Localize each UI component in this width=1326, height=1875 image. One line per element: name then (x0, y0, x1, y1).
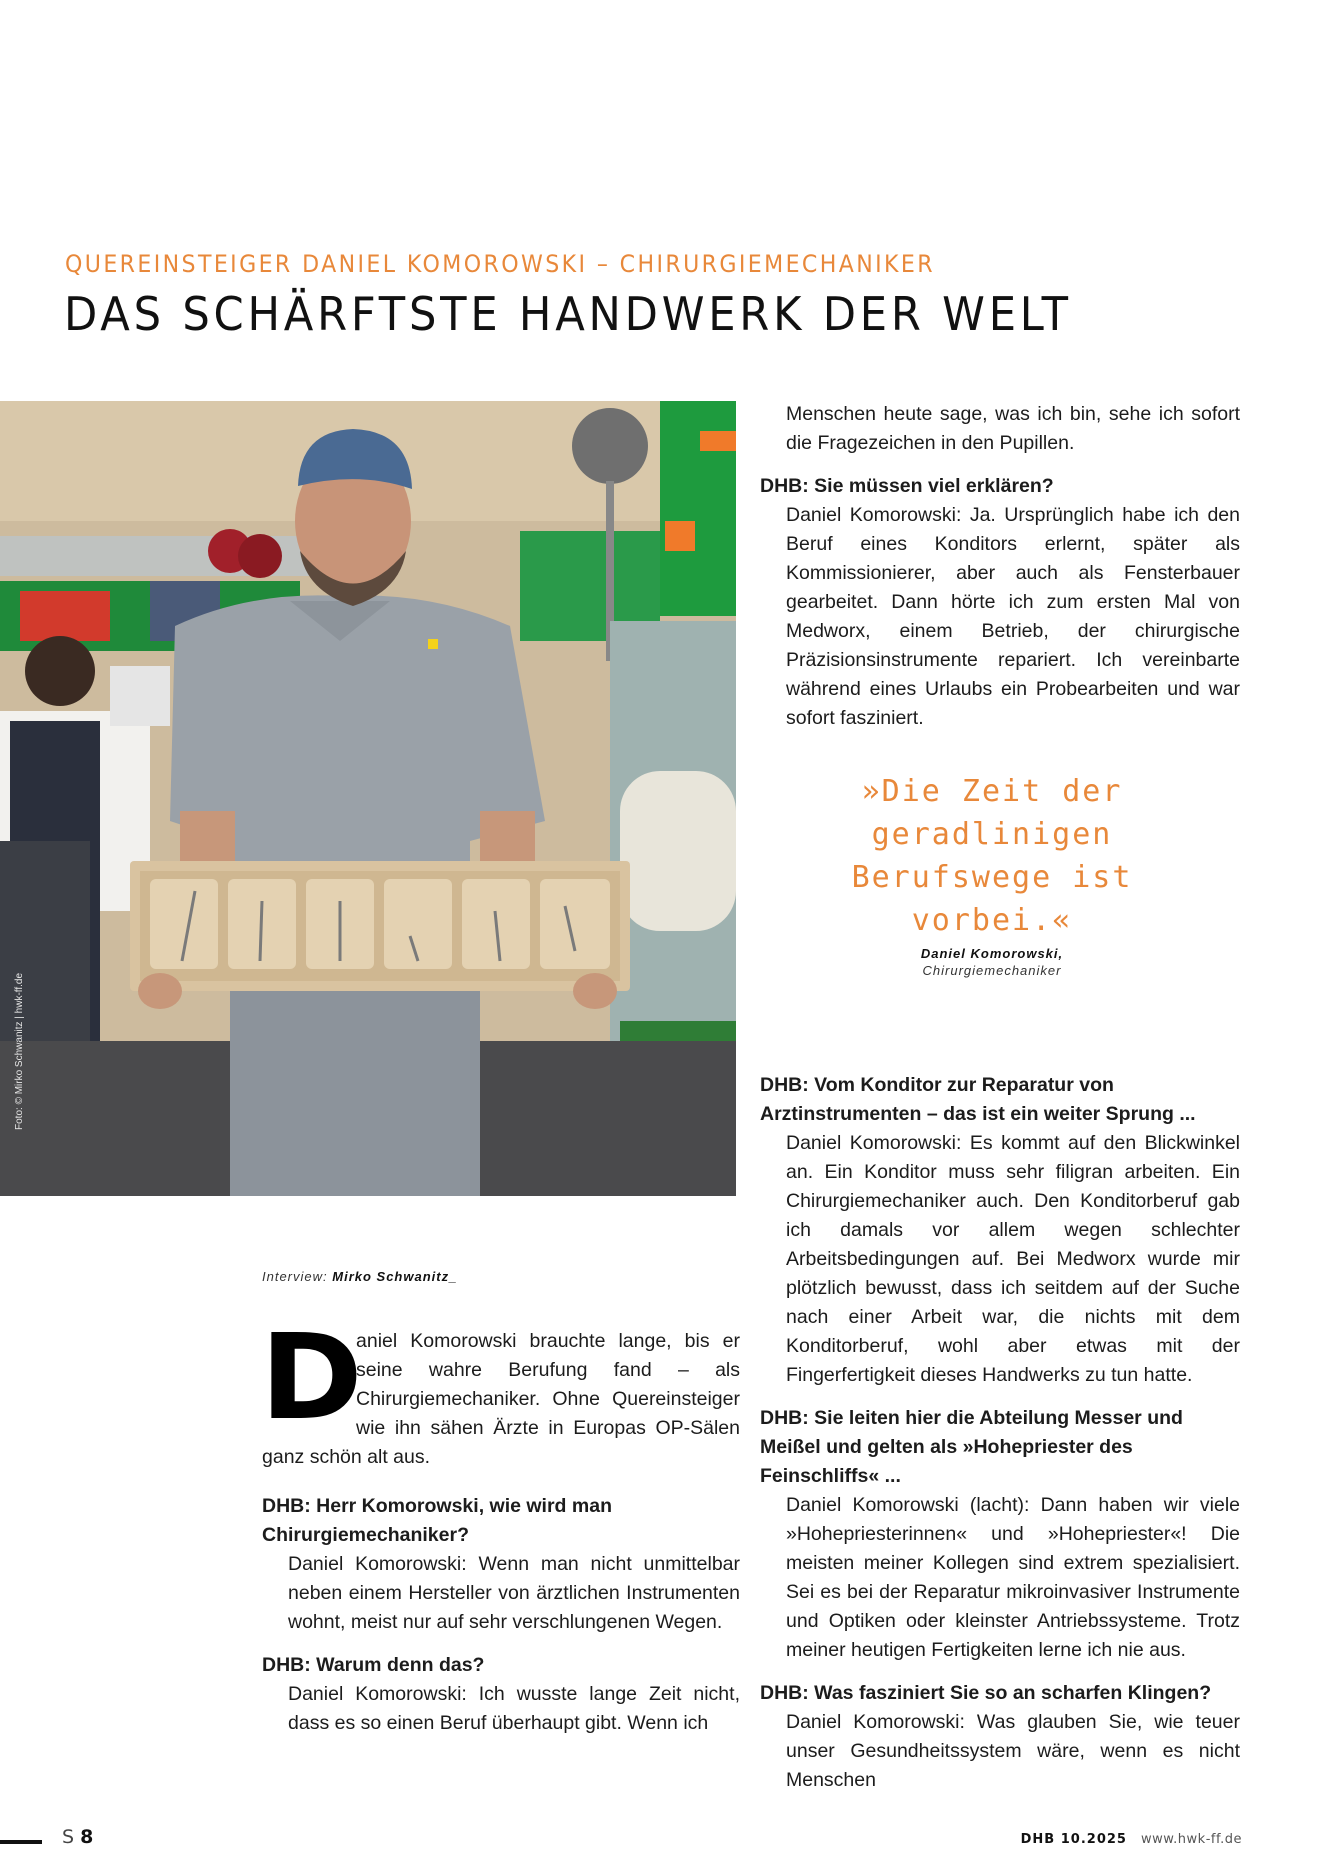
footer-issue-info (1021, 1832, 1242, 1847)
pull-quote (812, 770, 1172, 978)
answer: Daniel Komorowski: Ich wusste lange Zeit nicht, dass es so einen Beruf überhaupt gibt. Wenn ich (288, 1683, 740, 1734)
answer: Daniel Komorowski: Wenn man nicht unmittelbar neben einem Hersteller von ärztlichen Instrumenten wohnt, meist nur auf sehr verschlungenen Wegen. (288, 1553, 740, 1633)
byline (262, 1262, 740, 1291)
photo-credit: Foto: © Mirko Schwanitz | hwk-ff.de (14, 972, 25, 1130)
pull-quote-role: Chirurgiemechaniker (922, 963, 1062, 978)
answer: Daniel Komorowski (lacht): Dann haben wir viele »Hohepriesterinnen« und »Hohepriester«! Die meisten meiner Kollegen sind extrem spezialisiert. Sei es bei der Reparatur mikroinvasiver Instrumente und Optiken oder kleinster Antriebssysteme. Trotz meiner heutigen Fertigkeiten lerne ich nie aus. (786, 1494, 1240, 1661)
question: DHB: Sie müssen viel erklären? (760, 475, 1054, 497)
question: DHB: Sie leiten hier die Abteilung Messer und Meißel und gelten als »Hohepriester des Feinschliffs« ... (760, 1407, 1183, 1487)
footer-rule (0, 1840, 42, 1844)
lead-text: aniel Komorowski brauchte lange, bis er seine wahre Berufung fand – als Chirurgiemechaniker. Ohne Quereinsteiger wie ihn sähen Ärzte in Europas OP-Sälen ganz schön alt aus. (262, 1330, 740, 1468)
website-link[interactable]: www.hwk-ff.de (1140, 1832, 1242, 1847)
answer: Daniel Komorowski: Ja. Ursprünglich habe ich den Beruf eines Konditors erlernt, später als Kommissionierer, aber auch als Fensterbauer gearbeitet. Dann hörte ich zum ersten Mal von Medworx, einem Betrieb, der chirurgische Präzisionsinstrumente repariert. Ich vereinbarte während eines Urlaubs ein Probearbeiten und war sofort fasziniert. (786, 504, 1240, 729)
page-number: 8 (80, 1826, 94, 1848)
pull-quote-line: »Die Zeit der (861, 774, 1123, 809)
byline-author: Mirko Schwanitz_ (332, 1269, 458, 1284)
article-photo (0, 401, 736, 1196)
right-column-top (760, 400, 1240, 733)
pull-quote-attribution: Daniel Komorowski, (920, 946, 1064, 961)
left-column (262, 1262, 740, 1738)
question: DHB: Warum denn das? (262, 1654, 485, 1676)
question: DHB: Vom Konditor zur Reparatur von Arztinstrumenten – das ist ein weiter Sprung ... (760, 1074, 1196, 1125)
pull-quote-line: vorbei.« (911, 903, 1073, 938)
drop-cap: D (260, 1308, 363, 1446)
pull-quote-line: geradlinigen (871, 817, 1113, 852)
question: DHB: Was fasziniert Sie so an scharfen Klingen? (760, 1682, 1212, 1704)
answer: Daniel Komorowski: Was glauben Sie, wie teuer unser Gesundheitssystem wäre, wenn es nicht Menschen (786, 1711, 1240, 1791)
pull-quote-line: Berufswege ist (851, 860, 1133, 895)
page-prefix: S (62, 1826, 75, 1848)
kicker: QUEREINSTEIGER DANIEL KOMOROWSKI – CHIRURGIEMECHANIKER (65, 250, 935, 278)
answer: Daniel Komorowski: Es kommt auf den Blickwinkel an. Ein Konditor muss sehr filigran arbeiten. Ein Chirurgiemechaniker auch. Den Konditorberuf gab ich damals vor allem wegen schlechter Arbeitsbedingungen auf. Bei Medworx wurde mir plötzlich bewusst, dass ich seitdem auf der Suche nach einer Arbeit war, die nichts mit dem Konditorberuf, wohl aber etwas mit der Fingerfertigkeit dieses Handwerks zu tun hatte. (786, 1132, 1240, 1386)
headline: DAS SCHÄRFTSTE HANDWERK DER WELT (64, 287, 1072, 341)
right-column-bottom (760, 1071, 1240, 1795)
lead-paragraph (260, 1308, 740, 1472)
question: DHB: Herr Komorowski, wie wird man Chirurgiemechaniker? (262, 1495, 612, 1546)
workshop-photo-illustration (0, 401, 736, 1196)
page-folio (62, 1826, 93, 1848)
byline-label: Interview: (262, 1269, 333, 1284)
continuation-text: Menschen heute sage, was ich bin, sehe ich sofort die Fragezeichen in den Pupillen. (786, 403, 1240, 454)
issue-label: DHB 10.2025 (1020, 1832, 1127, 1847)
